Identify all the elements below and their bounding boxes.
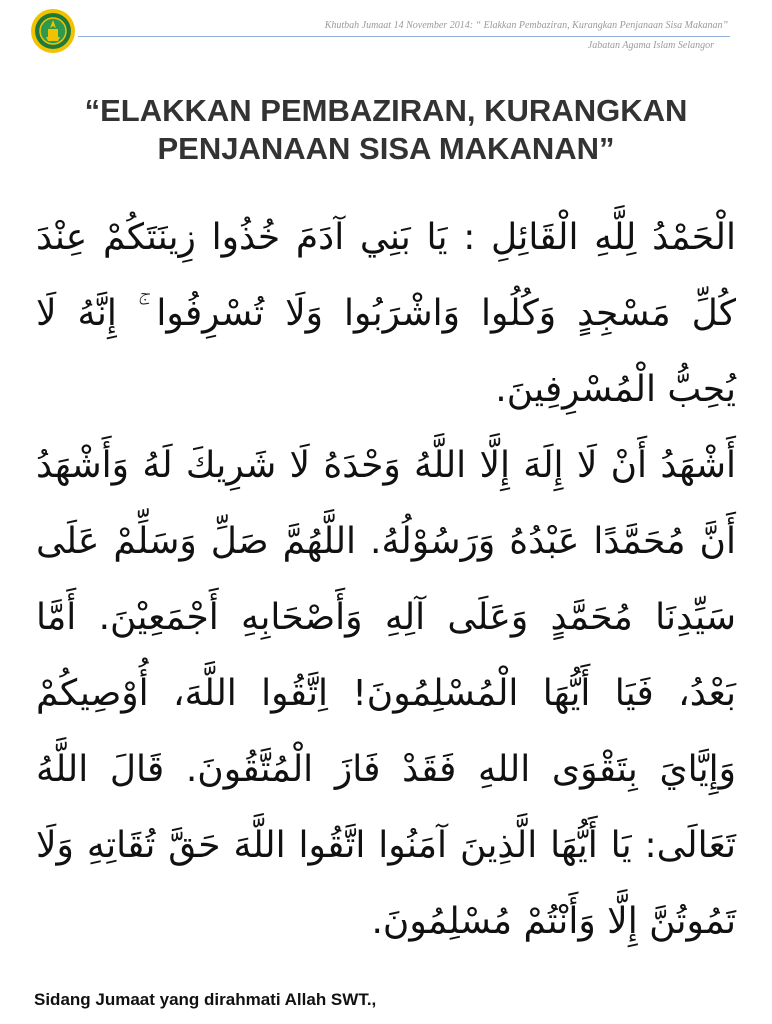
jais-emblem-icon	[30, 8, 76, 54]
arabic-paragraph-1: الْحَمْدُ لِلَّهِ الْقَائِلِ : يَا بَنِي آدَمَ خُذُوا زِينَتَكُمْ عِنْدَ كُلِّ مَسْجِدٍ وَكُلُوا وَاشْرَبُوا وَلَا تُسْرِفُوا ۚ إِنَّهُ لَا يُحِبُّ الْمُسْرِفِينَ.	[36, 217, 736, 410]
page-title	[30, 92, 742, 168]
header-title: Khutbah Jumaat 14 November 2014: “ Elakkan Pembaziran, Kurangkan Penjanaan Sisa Makanan”	[324, 20, 728, 31]
arabic-text-block	[36, 200, 736, 960]
header-rule	[78, 36, 730, 37]
page-header	[0, 0, 772, 60]
arabic-paragraph-2: أَشْهَدُ أَنْ لَا إِلَهَ إِلَّا اللَّهُ وَحْدَهُ لَا شَرِيكَ لَهُ وَأَشْهَدُ أَنَّ مُحَمَّدًا عَبْدُهُ وَرَسُوْلُهُ. اللَّهُمَّ صَلِّ وَسَلِّمْ عَلَى سَيِّدِنَا مُحَمَّدٍ وَعَلَى آلِهِ وَأَصْحَابِهِ أَجْمَعِيْنَ. أَمَّا بَعْدُ، فَيَا أَيُّهَا الْمُسْلِمُونَ! اِتَّقُوا اللَّهَ، أُوْصِيكُمْ وَإِيَّايَ بِتَقْوَى اللهِ فَقَدْ فَازَ الْمُتَّقُونَ. قَالَ اللَّهُ تَعَالَى: يَا أَيُّهَا الَّذِينَ آمَنُوا اتَّقُوا اللَّهَ حَقَّ تُقَاتِهِ وَلَا تَمُوتُنَّ إِلَّا وَأَنْتُمْ مُسْلِمُونَ.	[36, 445, 736, 942]
header-subtitle: Jabatan Agama Islam Selangor	[587, 40, 714, 51]
page-title-line-2: PENJANAAN SISA MAKANAN”	[157, 131, 615, 166]
closing-greeting: Sidang Jumaat yang dirahmati Allah SWT.,	[34, 990, 377, 1009]
page-title-line-1: “ELAKKAN PEMBAZIRAN, KURANGKAN	[84, 93, 688, 128]
